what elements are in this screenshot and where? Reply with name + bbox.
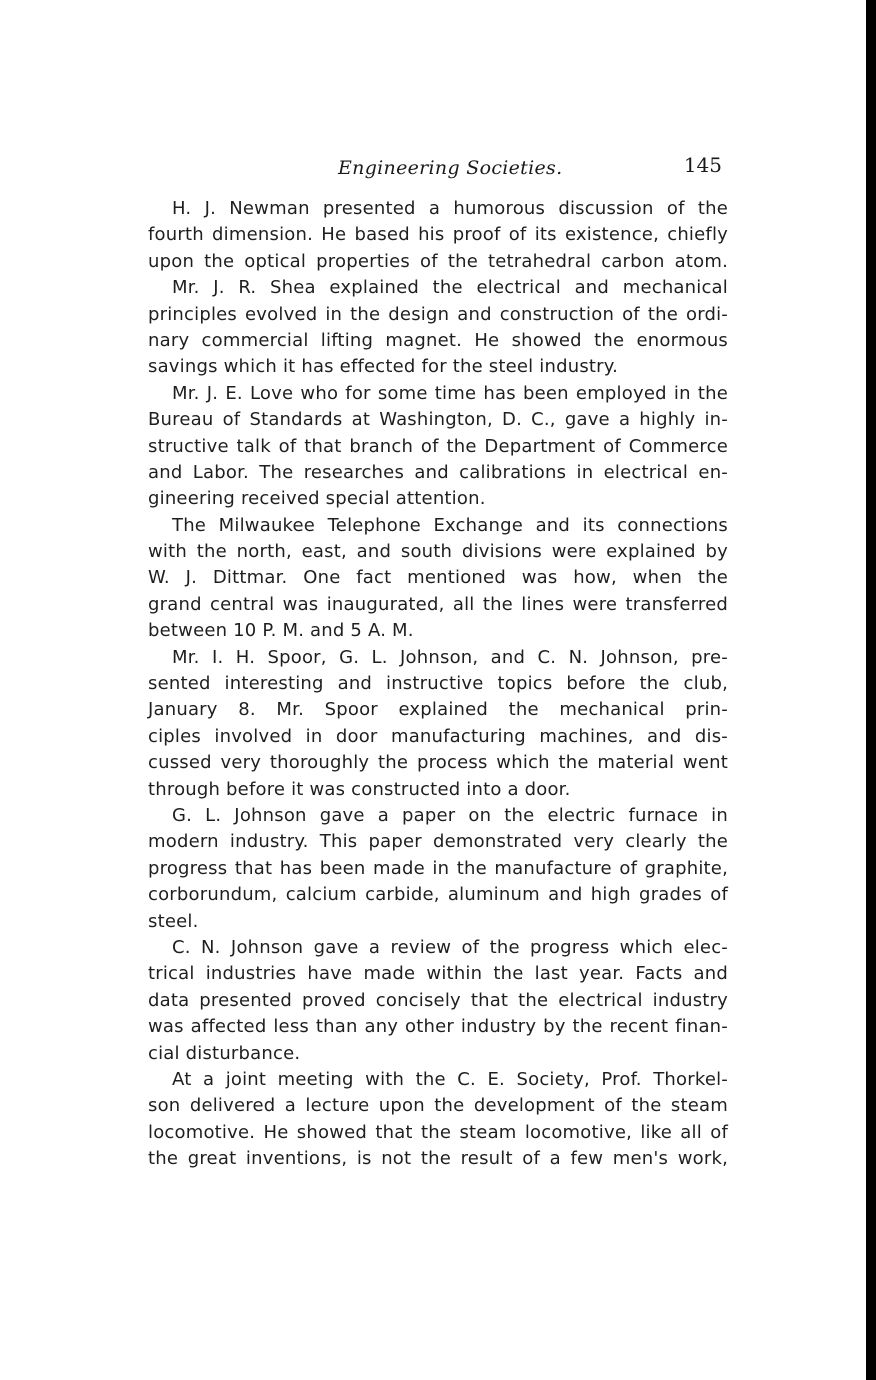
- text-line: H. J. Newman presented a humorous discussion of the: [172, 198, 728, 219]
- text-line: cussed very thoroughly the process which the material went: [148, 752, 728, 774]
- text-line: through before it was constructed into a door.: [148, 778, 571, 800]
- text-line: fourth dimension. He based his proof of its existence, chiefly: [148, 224, 728, 246]
- text-line: the great inventions, is not the result of a few men's work,: [148, 1148, 728, 1170]
- text-line: son delivered a lecture upon the development of the steam: [148, 1095, 728, 1117]
- page-number: 145: [683, 153, 722, 177]
- text-line: steel.: [148, 910, 199, 932]
- text-line: The Milwaukee Telephone Exchange and its connections: [172, 514, 728, 536]
- text-line: between 10 P. M. and 5 A. M.: [148, 620, 414, 642]
- text-line: Mr. J. R. Shea explained the electrical and mechanical: [172, 277, 728, 299]
- text-line: cial disturbance.: [148, 1042, 301, 1064]
- text-line: corborundum, calcium carbide, aluminum and high grades of: [148, 884, 728, 906]
- text-line: nary commercial lifting magnet. He showed the enormous: [148, 329, 728, 351]
- text-line: Mr. J. E. Love who for some time has been employed in the: [172, 382, 728, 404]
- text-line: data presented proved concisely that the electrical industry: [148, 989, 728, 1011]
- text-line: January 8. Mr. Spoor explained the mechanical prin-: [148, 699, 728, 721]
- body-text: [148, 196, 728, 1172]
- text-line: At a joint meeting with the C. E. Society, Prof. Thorkel-: [172, 1068, 728, 1090]
- text-line: locomotive. He showed that the steam locomotive, like all of: [148, 1121, 728, 1143]
- text-line: progress that has been made in the manufacture of graphite,: [148, 857, 728, 879]
- text-line: C. N. Johnson gave a review of the progress which elec-: [172, 936, 728, 958]
- text-line: G. L. Johnson gave a paper on the electric furnace in: [172, 804, 728, 826]
- text-line: was affected less than any other industry by the recent finan-: [148, 1016, 728, 1038]
- text-line: with the north, east, and south divisions were explained by: [148, 541, 728, 563]
- text-line: upon the optical properties of the tetrahedral carbon atom.: [148, 250, 728, 272]
- running-title: Engineering Societies.: [338, 157, 563, 179]
- text-line: principles evolved in the design and construction of the ordi-: [148, 303, 728, 325]
- text-line: structive talk of that branch of the Department of Commerce: [148, 435, 728, 457]
- text-line: Bureau of Standards at Washington, D. C., gave a highly in-: [148, 409, 728, 431]
- scan-edge: [866, 0, 876, 1380]
- text-line: Mr. I. H. Spoor, G. L. Johnson, and C. N. Johnson, pre-: [172, 646, 728, 668]
- running-header: [330, 153, 722, 183]
- text-line: modern industry. This paper demonstrated very clearly the: [148, 831, 728, 853]
- text-line: trical industries have made within the last year. Facts and: [148, 963, 728, 985]
- text-line: gineering received special attention.: [148, 488, 486, 510]
- text-line: grand central was inaugurated, all the lines were transferred: [148, 593, 728, 615]
- text-line: sented interesting and instructive topics before the club,: [148, 673, 728, 695]
- text-line: savings which it has effected for the steel industry.: [148, 356, 618, 378]
- text-line: W. J. Dittmar. One fact mentioned was how, when the: [148, 567, 728, 589]
- text-line: ciples involved in door manufacturing machines, and dis-: [148, 725, 728, 747]
- text-line: and Labor. The researches and calibrations in electrical en-: [148, 461, 728, 483]
